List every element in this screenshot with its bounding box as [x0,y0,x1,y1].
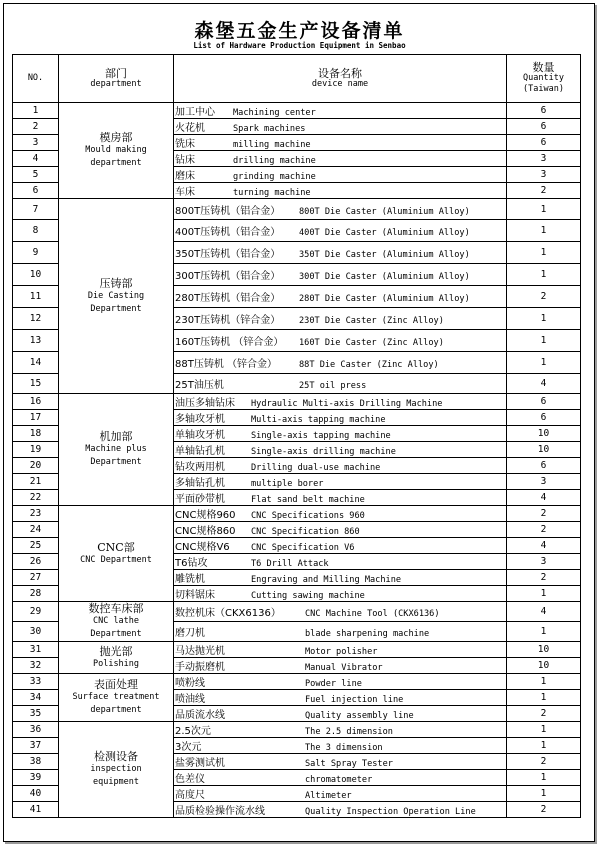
row-number: 39 [13,770,59,786]
device-name-cell [174,474,507,490]
department-name-en: department [90,158,142,168]
header-quantity-en: Quantity [523,73,564,83]
device-name-en: Engraving and Milling Machine [251,575,402,585]
device-name-en: Single-axis tapping machine [251,431,391,441]
device-name-zh: 400T压铸机（铝合金） [175,227,281,238]
device-name-zh: 多轴攻牙机 [175,414,225,425]
device-name-en: Machining center [233,108,316,118]
quantity-cell: 1 [507,308,581,330]
quantity-cell: 10 [507,442,581,458]
equipment-table [12,54,581,818]
department-name-en: CNC Department [80,554,152,565]
device-name-cell [174,754,507,770]
device-name-cell [174,658,507,674]
department-name-en: Department [90,457,142,467]
row-number: 41 [13,802,59,818]
department-name-en: Polishing [92,658,140,669]
row-number: 28 [13,586,59,602]
device-name-en: Drilling dual-use machine [251,463,381,473]
device-name-en: Flat sand belt machine [251,495,365,505]
device-name-zh: 88T压铸机 （锌合金） [175,359,278,370]
device-name-en: Motor polisher [305,647,378,657]
document-title: 森堡五金生产设备清单 [194,20,405,42]
device-name-en: multiple borer [251,479,324,489]
device-name-en: turning machine [233,188,311,198]
row-number: 15 [13,374,59,394]
row-number: 32 [13,658,59,674]
department-name-en: Mould making [85,145,147,155]
device-name-zh: 火花机 [175,123,205,134]
quantity-cell: 6 [507,410,581,426]
device-name-zh: 800T压铸机（铝合金） [175,205,281,217]
department-name-en: CNC lathe [92,616,140,626]
device-name-cell [174,490,507,506]
row-number: 4 [13,151,59,167]
device-name-en: Hydraulic Multi-axis Drilling Machine [251,399,443,409]
device-name-zh: 高度尺 [175,790,205,801]
department-name-zh: 模房部 [99,131,133,144]
device-name-zh: 25T油压机 [175,380,224,391]
device-name-en: 350T Die Caster (Aluminium Alloy) [299,250,470,260]
department-name-en: department [90,705,142,715]
header-no: NO. [13,55,59,103]
quantity-cell: 1 [507,622,581,642]
device-name-cell [174,352,507,374]
header-row [13,55,581,103]
row-number: 21 [13,474,59,490]
device-name-cell [174,802,507,818]
row-number: 13 [13,330,59,352]
header-quantity-zh: 数量 [532,61,555,74]
device-name-cell [174,394,507,410]
row-number: 5 [13,167,59,183]
row-number: 10 [13,264,59,286]
device-name-en: Manual Vibrator [305,663,383,673]
quantity-cell: 4 [507,490,581,506]
quantity-cell: 6 [507,135,581,151]
device-name-cell [174,330,507,352]
row-number: 22 [13,490,59,506]
quantity-cell: 4 [507,538,581,554]
row-number: 27 [13,570,59,586]
table-row [13,602,581,622]
device-name-en: milling machine [233,140,311,150]
device-name-zh: 品质流水线 [175,710,225,721]
device-name-cell [174,522,507,538]
device-name-en: blade sharpening machine [305,629,430,639]
row-number: 29 [13,602,59,622]
device-name-cell [174,183,507,199]
department-name-zh: 抛光部 [99,644,133,658]
device-name-zh: CNC规格860 [175,526,236,537]
device-name-en: 280T Die Caster (Aluminium Alloy) [299,294,470,304]
quantity-cell: 1 [507,586,581,602]
device-name-cell [174,286,507,308]
department-name-en: Surface treatment [72,692,160,702]
device-name-cell [174,410,507,426]
quantity-cell: 2 [507,754,581,770]
device-name-en: 88T Die Caster (Zinc Alloy) [299,360,439,370]
device-name-en: Cutting sawing machine [251,591,365,601]
device-name-cell [174,554,507,570]
row-number: 14 [13,352,59,374]
device-name-zh: 油压多轴钻床 [175,398,235,409]
department-name-zh: 检测设备 [94,750,138,763]
device-name-en: 25T oil press [299,381,367,391]
row-number: 38 [13,754,59,770]
device-name-cell [174,602,507,622]
row-number: 8 [13,220,59,242]
device-name-cell [174,308,507,330]
header-quantity-note: (Taiwan) [523,84,564,94]
row-number: 7 [13,199,59,220]
device-name-en: The 2.5 dimension [305,727,393,737]
row-number: 33 [13,674,59,690]
device-name-en: 160T Die Caster (Zinc Alloy) [299,338,444,348]
table-row [13,103,581,119]
department-name-zh: 机加部 [99,430,133,443]
department-cell [59,394,174,506]
device-name-en: The 3 dimension [305,743,383,753]
device-name-cell [174,586,507,602]
device-name-zh: CNC规格V6 [175,542,230,553]
device-name-cell [174,374,507,394]
row-number: 35 [13,706,59,722]
row-number: 40 [13,786,59,802]
device-name-zh: 磨刀机 [175,628,205,639]
quantity-cell: 3 [507,151,581,167]
device-name-en: CNC Specification V6 [251,543,355,553]
row-number: 30 [13,622,59,642]
device-name-en: 400T Die Caster (Aluminium Alloy) [299,228,470,238]
device-name-en: Fuel injection line [305,695,404,705]
device-name-zh: T6钻攻 [175,558,208,569]
row-number: 37 [13,738,59,754]
device-name-cell [174,242,507,264]
quantity-cell: 1 [507,786,581,802]
device-name-en: CNC Specification 860 [251,527,360,537]
device-name-cell [174,264,507,286]
quantity-cell: 2 [507,286,581,308]
row-number: 25 [13,538,59,554]
device-name-cell [174,786,507,802]
quantity-cell: 10 [507,642,581,658]
department-name-en: Die Casting [87,290,145,301]
device-name-cell [174,458,507,474]
device-name-zh: 车床 [175,187,195,198]
device-name-zh: 230T压铸机（锌合金） [175,315,281,326]
row-number: 23 [13,506,59,522]
device-name-zh: 单轴钻孔机 [175,446,225,457]
device-name-zh: 钻床 [175,155,195,166]
department-cell [59,506,174,602]
device-name-en: Salt Spray Tester [305,759,393,769]
device-name-zh: 300T压铸机（铝合金） [175,271,281,282]
department-name-zh: 表面处理 [94,678,138,691]
table-body [13,103,581,818]
row-number: 31 [13,642,59,658]
quantity-cell: 1 [507,690,581,706]
row-number: 9 [13,242,59,264]
row-number: 19 [13,442,59,458]
device-name-en: T6 Drill Attack [251,559,329,569]
device-name-cell [174,622,507,642]
device-name-cell [174,220,507,242]
department-name-zh: 数控车床部 [88,602,144,615]
device-name-zh: 350T压铸机（铝合金） [175,249,281,260]
device-name-zh: 钻攻两用机 [175,462,225,473]
document-subtitle: List of Hardware Production Equipment in Senbao [193,41,406,50]
row-number: 2 [13,119,59,135]
device-name-zh: 品质检验操作流水线 [175,806,265,817]
quantity-cell: 1 [507,264,581,286]
device-name-cell [174,642,507,658]
department-name-en: equipment [92,777,140,787]
row-number: 18 [13,426,59,442]
header-department [59,55,174,103]
device-name-en: 300T Die Caster (Aluminium Alloy) [299,272,470,282]
department-name-zh: CNC部 [97,540,135,554]
table-row [13,722,581,738]
department-cell [59,199,174,394]
row-number: 24 [13,522,59,538]
quantity-cell: 3 [507,554,581,570]
device-name-zh: 160T压铸机 （锌合金） [175,337,284,348]
header-department-zh: 部门 [105,66,127,80]
quantity-cell: 6 [507,458,581,474]
department-cell [59,642,174,674]
quantity-cell: 1 [507,738,581,754]
device-name-cell [174,426,507,442]
device-name-zh: CNC规格960 [175,510,236,521]
quantity-cell: 1 [507,674,581,690]
quantity-cell: 3 [507,474,581,490]
device-name-cell [174,570,507,586]
device-name-en: CNC Machine Tool (CKX6136) [305,609,440,619]
table-row [13,506,581,522]
quantity-cell: 2 [507,802,581,818]
device-name-zh: 雕铣机 [175,574,205,585]
device-name-cell [174,506,507,522]
device-name-zh: 色差仪 [175,774,205,785]
device-name-en: Single-axis drilling machine [251,447,396,457]
quantity-cell: 1 [507,330,581,352]
quantity-cell: 1 [507,352,581,374]
quantity-cell: 1 [507,722,581,738]
device-name-cell [174,135,507,151]
device-name-en: Quality assembly line [305,711,414,721]
department-name-en: inspection [90,764,142,774]
device-name-zh: 多轴钻孔机 [175,478,225,489]
device-name-cell [174,722,507,738]
device-name-zh: 铣床 [175,139,195,150]
quantity-cell: 1 [507,242,581,264]
device-name-cell [174,119,507,135]
quantity-cell: 6 [507,103,581,119]
quantity-cell: 2 [507,522,581,538]
row-number: 1 [13,103,59,119]
device-name-en: CNC Specifications 960 [251,511,365,521]
device-name-cell [174,738,507,754]
device-name-en: Spark machines [233,124,306,134]
row-number: 17 [13,410,59,426]
device-name-cell [174,538,507,554]
device-name-en: 230T Die Caster (Zinc Alloy) [299,316,444,326]
department-name-zh: 压铸部 [99,276,133,290]
device-name-zh: 切料锯床 [175,590,215,601]
row-number: 3 [13,135,59,151]
quantity-cell: 6 [507,394,581,410]
quantity-cell: 3 [507,167,581,183]
quantity-cell: 6 [507,119,581,135]
device-name-cell [174,167,507,183]
device-name-zh: 数控机床（CKX6136） [175,608,281,619]
device-name-en: drilling machine [233,156,316,166]
device-name-cell [174,706,507,722]
device-name-zh: 盐雾测试机 [175,758,225,769]
row-number: 11 [13,286,59,308]
device-name-cell [174,442,507,458]
device-name-zh: 磨床 [175,171,195,182]
device-name-en: Quality Inspection Operation Line [305,807,476,817]
department-cell [59,602,174,642]
quantity-cell: 1 [507,770,581,786]
department-cell [59,722,174,818]
quantity-cell: 2 [507,706,581,722]
device-name-en: Powder line [305,679,362,689]
quantity-cell: 4 [507,602,581,622]
row-number: 34 [13,690,59,706]
quantity-cell: 10 [507,426,581,442]
row-number: 12 [13,308,59,330]
table-row [13,674,581,690]
device-name-zh: 喷油线 [175,694,205,705]
header-device-en: device name [311,78,369,89]
quantity-cell: 2 [507,183,581,199]
device-name-zh: 加工中心 [175,107,215,118]
device-name-en: grinding machine [233,172,316,182]
device-name-cell [174,151,507,167]
quantity-cell: 2 [507,570,581,586]
quantity-cell: 10 [507,658,581,674]
device-name-cell [174,199,507,220]
device-name-en: chromatometer [305,775,373,785]
device-name-en: 800T Die Caster (Aluminium Alloy) [299,206,470,217]
device-name-zh: 手动振磨机 [175,662,225,673]
quantity-cell: 1 [507,220,581,242]
device-name-zh: 2.5次元 [175,726,211,737]
table-row [13,642,581,658]
table-row [13,199,581,220]
device-name-zh: 马达抛光机 [175,646,225,657]
header-device-name [174,55,507,103]
header-department-en: department [90,78,142,89]
device-name-en: Multi-axis tapping machine [251,415,386,425]
device-name-zh: 单轴攻牙机 [175,430,225,441]
department-name-en: Department [90,629,142,639]
quantity-cell: 4 [507,374,581,394]
header-quantity [507,55,581,103]
department-name-en: Machine plus [85,444,147,454]
row-number: 6 [13,183,59,199]
quantity-cell: 2 [507,506,581,522]
table-row [13,394,581,410]
device-name-zh: 3次元 [175,742,202,753]
device-name-en: Altimeter [305,791,352,801]
row-number: 16 [13,394,59,410]
row-number: 20 [13,458,59,474]
device-name-cell [174,674,507,690]
device-name-cell [174,690,507,706]
department-cell [59,103,174,199]
device-name-zh: 喷粉线 [175,678,205,689]
row-number: 26 [13,554,59,570]
device-name-cell [174,770,507,786]
row-number: 36 [13,722,59,738]
device-name-cell [174,103,507,119]
header-device-zh: 设备名称 [318,66,362,80]
department-name-en: Department [90,303,142,314]
device-name-zh: 280T压铸机（铝合金） [175,293,281,304]
quantity-cell: 1 [507,199,581,220]
device-name-zh: 平面砂带机 [175,494,225,505]
department-cell [59,674,174,722]
